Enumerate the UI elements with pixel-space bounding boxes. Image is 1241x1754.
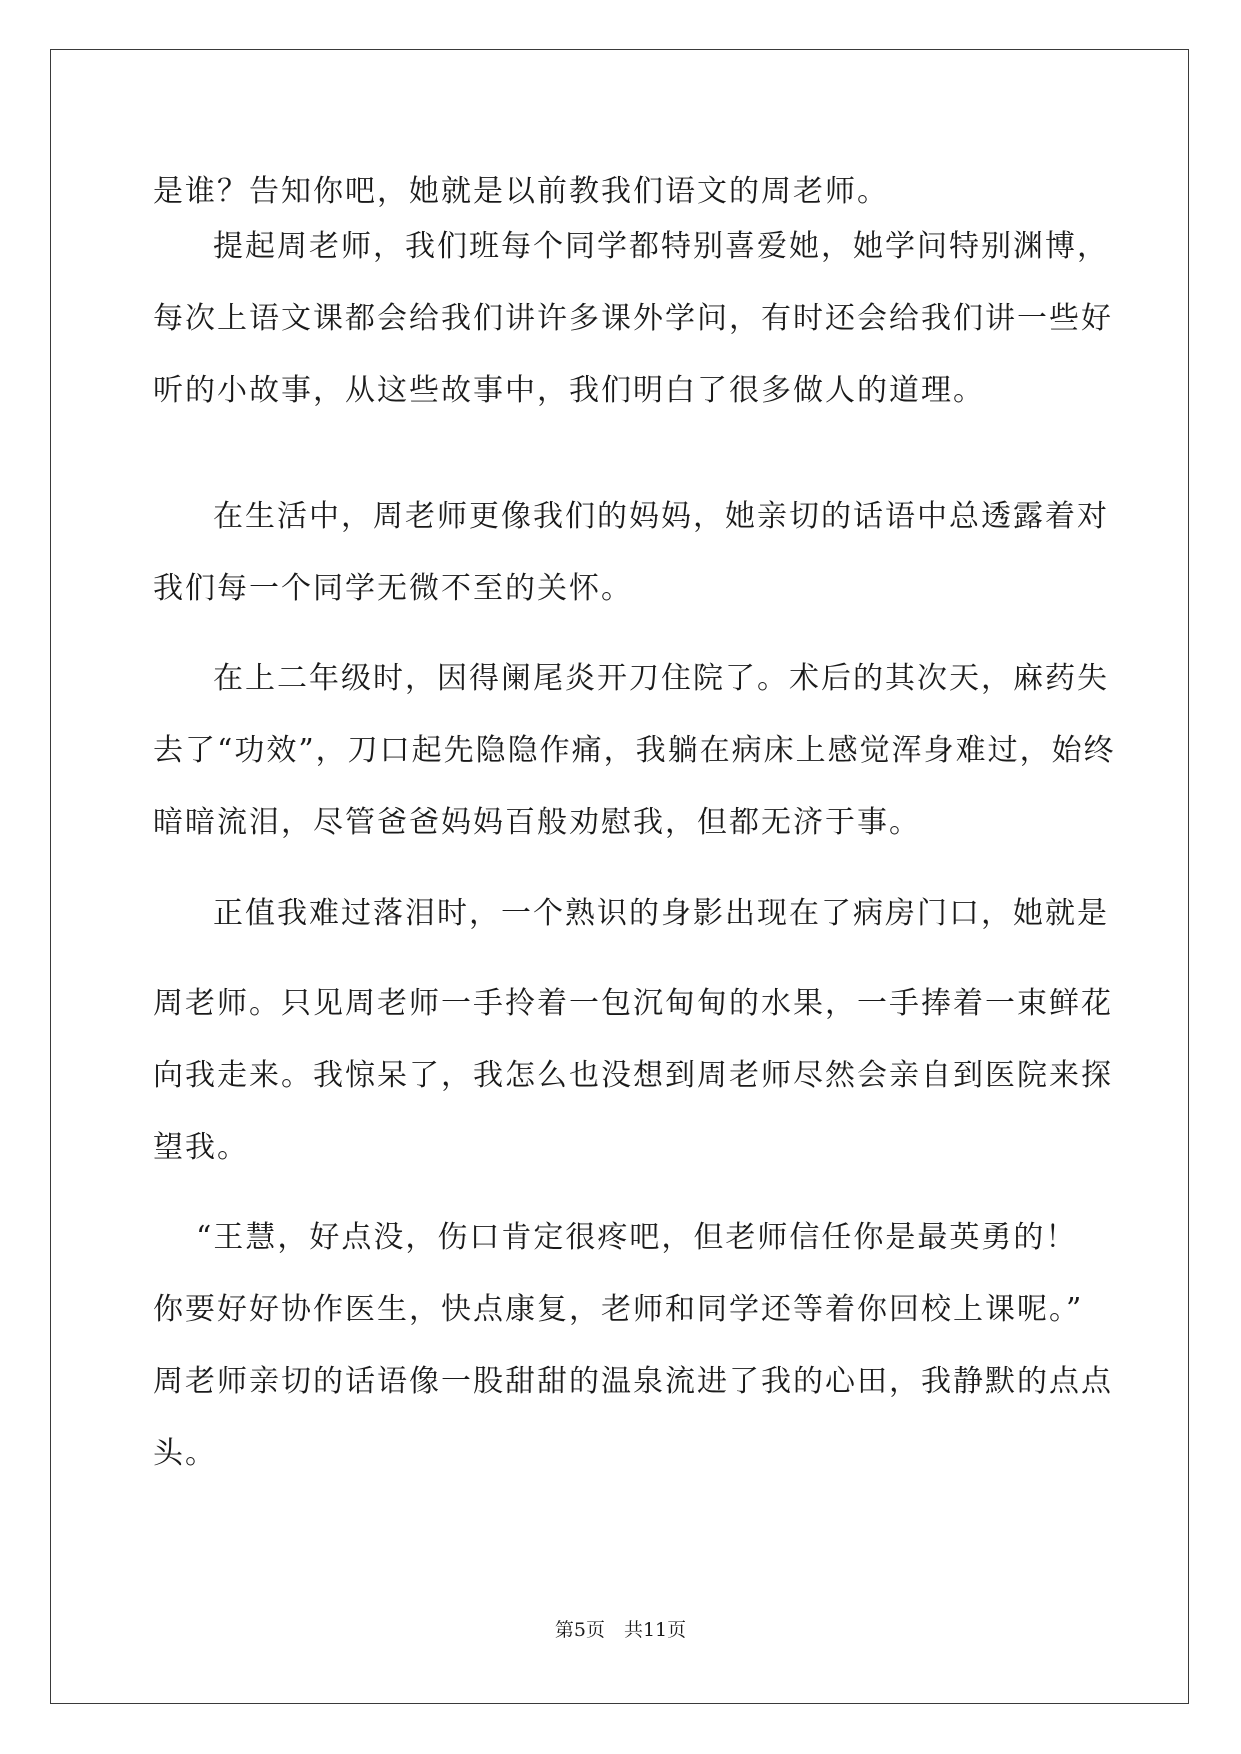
text-line: 我们每一个同学无微不至的关怀。 (153, 571, 633, 606)
page-number-footer: 第5页 共11页 (554, 1619, 687, 1641)
text-line: 你要好好协作医生，快点康复，老师和同学还等着你回校上课呢。” (153, 1292, 1084, 1327)
paragraph-first-line: 在上二年级时，因得阑尾炎开刀住院了。术后的其次天，麻药失 (213, 661, 1109, 696)
text-line: 去了“功效”，刀口起先隐隐作痛，我躺在病床上感觉浑身难过，始终 (153, 733, 1116, 768)
paragraph-first-line: “王慧，好点没，伤口肯定很疼吧，但老师信任你是最英勇的！ (196, 1220, 1078, 1255)
text-line: 望我。 (153, 1130, 249, 1165)
text-line: 暗暗流泪，尽管爸爸妈妈百般劝慰我，但都无济于事。 (153, 805, 921, 840)
text-line: 每次上语文课都会给我们讲许多课外学问，有时还会给我们讲一些好 (153, 301, 1113, 336)
paragraph-first-line: 在生活中，周老师更像我们的妈妈，她亲切的话语中总透露着对 (213, 499, 1109, 534)
paragraph-first-line: 提起周老师，我们班每个同学都特别喜爱她，她学问特别渊博， (213, 229, 1109, 264)
text-line: 头。 (153, 1436, 217, 1471)
text-line: 听的小故事，从这些故事中，我们明白了很多做人的道理。 (153, 373, 985, 408)
page-border (50, 49, 1189, 1704)
paragraph-first-line: 正值我难过落泪时，一个熟识的身影出现在了病房门口，她就是 (213, 896, 1109, 931)
text-line: 向我走来。我惊呆了，我怎么也没想到周老师尽然会亲自到医院来探 (153, 1058, 1113, 1093)
text-line: 周老师。只见周老师一手拎着一包沉甸甸的水果，一手捧着一束鲜花 (153, 986, 1113, 1021)
text-line: 周老师亲切的话语像一股甜甜的温泉流进了我的心田，我静默的点点 (153, 1364, 1113, 1399)
text-line: 是谁？告知你吧，她就是以前教我们语文的周老师。 (153, 174, 889, 209)
